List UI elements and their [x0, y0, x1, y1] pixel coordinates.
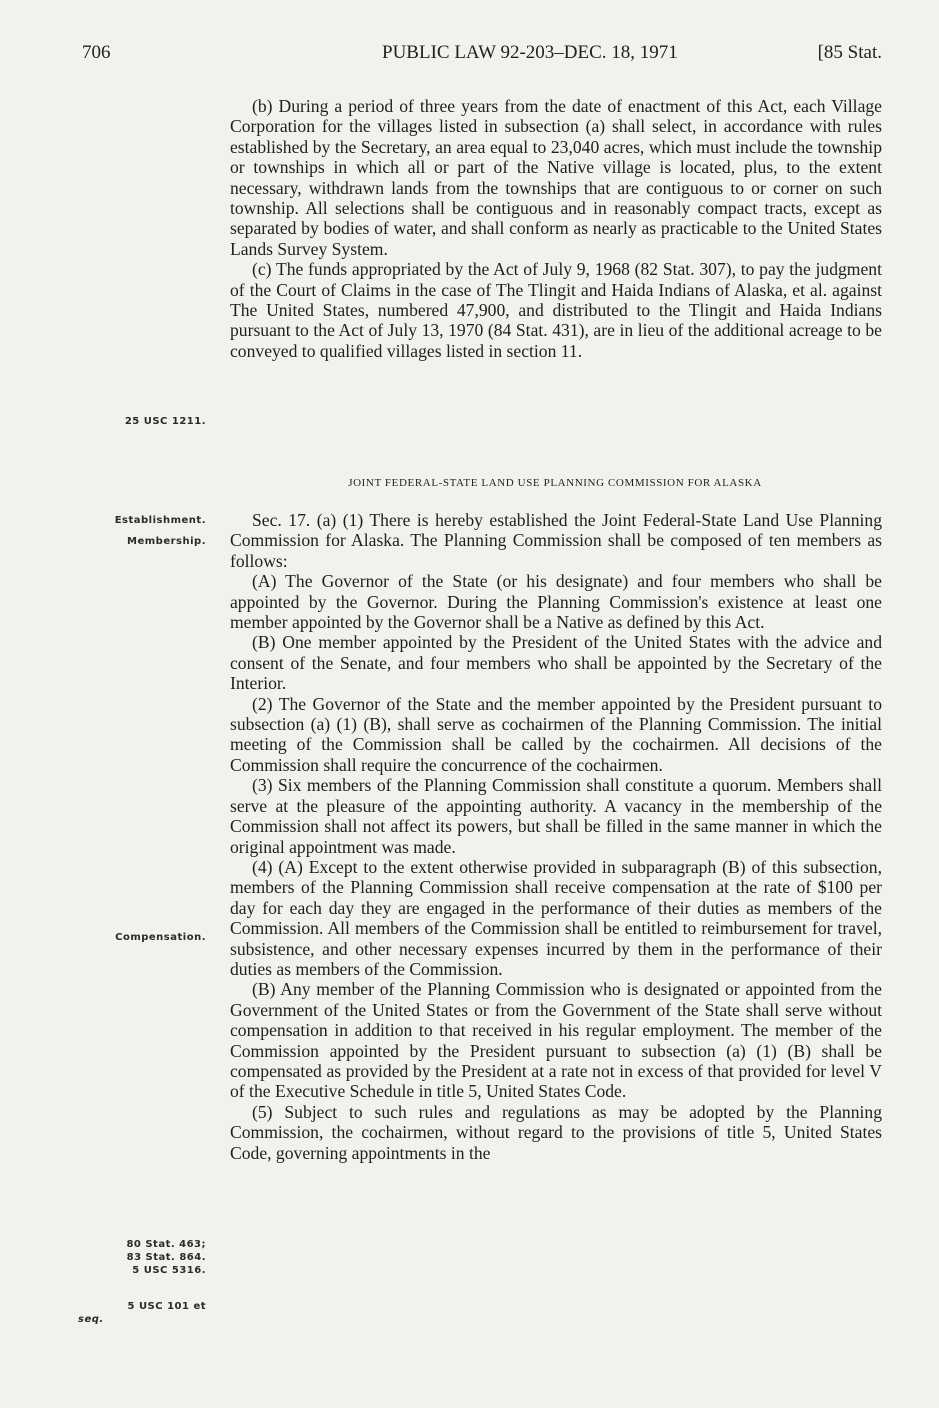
- margin-note-seq: seq.: [78, 1314, 104, 1325]
- running-title: PUBLIC LAW 92-203–DEC. 18, 1971: [382, 42, 678, 63]
- paragraph-c: (c) The funds appropriated by the Act of July 9, 1968 (82 Stat. 307), to pay the judgment of the Court of Claims in the case of The Tlingit and Haida Indians of Alaska, et al. against The United States, numbered 47,900, and distributed to the Tlingit and Haida Indians pursuant to the Act of July 13, 1970 (84 Stat. 431), are in lieu of the additional acreage to be conveyed to qualified villages listed in section 11.: [230, 259, 882, 361]
- section-heading: JOINT FEDERAL-STATE LAND USE PLANNING COMMISSION FOR ALASKA: [348, 477, 762, 489]
- paragraph-b: (b) During a period of three years from the date of enactment of this Act, each Village Corporation for the villages listed in subsection (a) shall select, in accordance with rules established by the Secretary, an area equal to 23,040 acres, which must include the township or townships in which all or part of the Native village is located, plus, to the extent necessary, withdrawn lands from the townships that are contiguous to or corner on such township. All selections shall be contiguous and in reasonably compact tracts, except as separated by bodies of water, and shall conform as nearly as practicable to the United States Lands Survey System.: [230, 96, 882, 259]
- margin-note-establishment: Establishment.: [114, 515, 206, 526]
- margin-note-5-usc-101: [70, 1300, 206, 1326]
- paragraph-3: (3) Six members of the Planning Commission shall constitute a quorum. Members shall serve at the pleasure of the appointing authority. A vacancy in the membership of the Commission shall not affect its powers, but shall be filled in the same manner in which the original appointment was made.: [230, 775, 882, 857]
- body-lower: [230, 510, 882, 1163]
- margin-note-25-usc-1211: 25 USC 1211.: [124, 416, 206, 427]
- margin-note-80-stat: 80 Stat. 463;: [126, 1239, 206, 1250]
- paragraph-2: (2) The Governor of the State and the member appointed by the President pursuant to subsection (a) (1) (B), shall serve as cochairmen of the Planning Commission. The initial meeting of the Commission shall be called by the cochairmen. All decisions of the Commission shall require the concurrence of the cochairmen.: [230, 693, 882, 775]
- margin-note-compensation: Compensation.: [115, 932, 206, 943]
- margin-note-83-stat: 83 Stat. 864.: [126, 1252, 206, 1263]
- margin-note-5-usc-5316: 5 USC 5316.: [132, 1265, 206, 1276]
- margin-note-statutes: [70, 1238, 206, 1277]
- paragraph-A: (A) The Governor of the State (or his designate) and four members who shall be appointed by the Governor. During the Planning Commission's existence at least one member appointed by the Governor shall be a Native as defined by this Act.: [230, 571, 882, 633]
- paragraph-B: (B) One member appointed by the President of the United States with the advice and consent of the Senate, and four members who shall be appointed by the Secretary of the Interior.: [230, 632, 882, 694]
- paragraph-5: (5) Subject to such rules and regulations as may be adopted by the Planning Commission, the cochairmen, without regard to the provisions of title 5, United States Code, governing appointments in the: [230, 1101, 882, 1163]
- margin-note-5-usc-101-line: 5 USC 101 et: [127, 1301, 206, 1312]
- paragraph-sec17-a1: Sec. 17. (a) (1) There is hereby established the Joint Federal-State Land Use Planning Commission for Alaska. The Planning Commission shall be composed of ten members as follows:: [230, 510, 882, 571]
- body-upper: [230, 96, 882, 361]
- page-header: [82, 42, 882, 72]
- margin-note-membership: Membership.: [127, 536, 206, 547]
- paragraph-4B: (B) Any member of the Planning Commission who is designated or appointed from the Government of the United States or from the Government of the State shall serve without compensation in addition to that received in his regular employment. The member of the Commission appointed by the President pursuant to subsection (a) (1) (B) shall be compensated as provided by the President at a rate not in excess of that provided for level V of the Executive Schedule in title 5, United States Code.: [230, 979, 882, 1102]
- paragraph-4A: (4) (A) Except to the extent otherwise provided in subparagraph (B) of this subsection, members of the Planning Commission shall receive compensation at the rate of $100 per day for each day they are engaged in the performance of their duties as members of the Commission. All members of the Commission shall be entitled to reimbursement for travel, subsistence, and other necessary expenses incurred by them in the performance of their duties as members of the Commission.: [230, 856, 882, 979]
- page-number: 706: [82, 42, 111, 63]
- statute-reference: [85 Stat.: [817, 42, 882, 63]
